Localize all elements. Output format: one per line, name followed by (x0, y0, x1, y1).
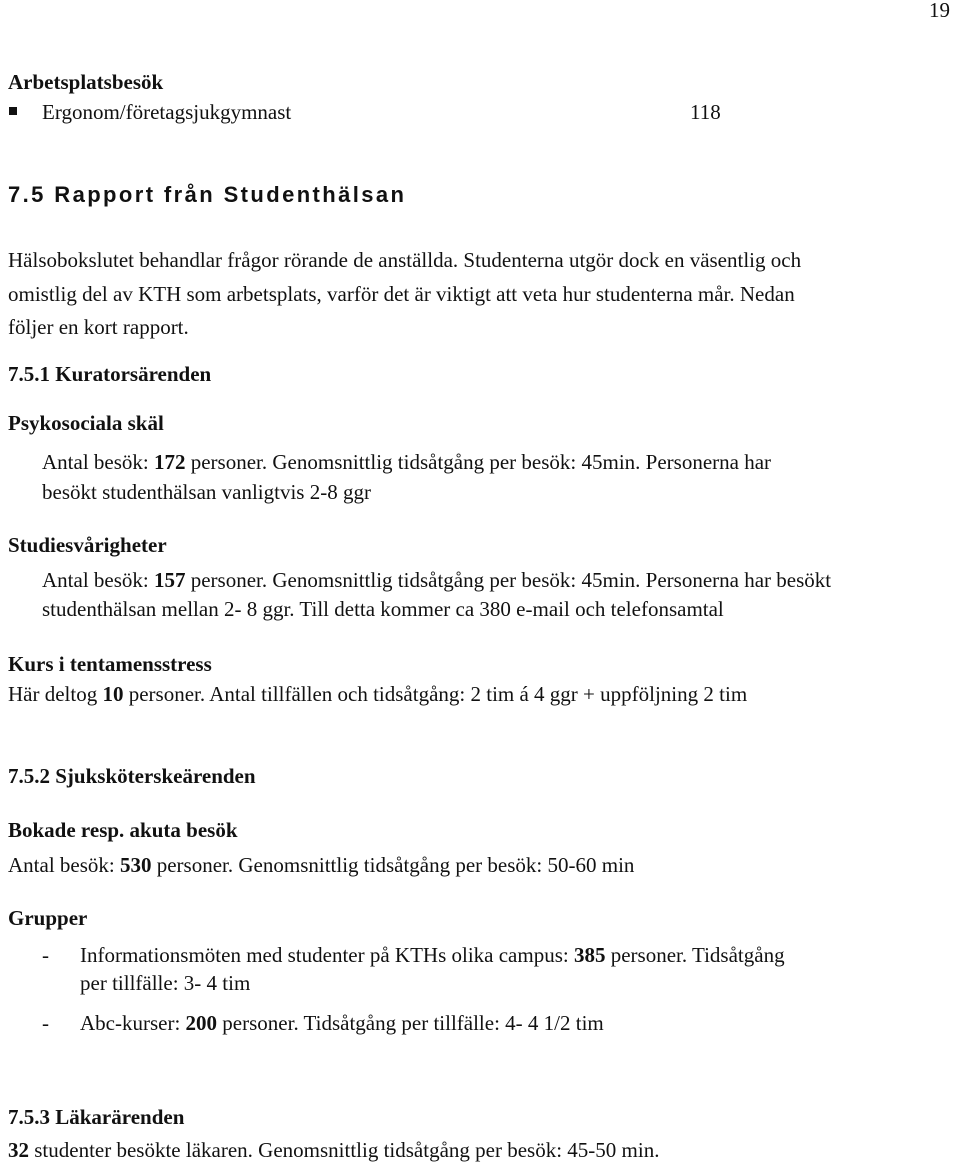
lakare-rest: studenter besökte läkaren. Genomsnittlig tidsåtgång per besök: 45-50 min. (29, 1138, 660, 1162)
section-title-7-5: 7.5 Rapport från Studenthälsan (8, 182, 407, 207)
grupper-item-2-prefix: Abc-kurser: (80, 1011, 186, 1035)
grupper-dash-1: - (42, 943, 49, 967)
grupper-item-2-count: 200 (185, 1011, 218, 1035)
psyk-rest: personer. Genomsnittlig tidsåtgång per besök: 45min. Personerna har (185, 450, 772, 474)
lakare-count: 32 (8, 1138, 29, 1162)
psyk-line-2: besökt studenthälsan vanligtvis 2-8 ggr (42, 480, 371, 504)
bokade-heading: Bokade resp. akuta besök (8, 818, 238, 842)
psyk-heading: Psykosociala skäl (8, 411, 164, 435)
kurs-line (8, 679, 747, 709)
grupper-dash-2: - (42, 1011, 49, 1035)
kurs-heading: Kurs i tentamensstress (8, 652, 212, 676)
psyk-prefix: Antal besök: (42, 450, 154, 474)
square-bullet-icon (9, 107, 17, 115)
bokade-line (8, 850, 634, 880)
bullet-label: Ergonom/företagsjukgymnast (42, 100, 292, 124)
grupper-heading: Grupper (8, 906, 88, 930)
grupper-item-1-count: 385 (573, 943, 606, 967)
bokade-rest: personer. Genomsnittlig tidsåtgång per besök: 50-60 min (151, 853, 635, 877)
studie-rest: personer. Genomsnittlig tidsåtgång per besök: 45min. Personerna har besökt (185, 568, 832, 592)
page-number: 19 (929, 0, 950, 22)
studie-heading: Studiesvårigheter (8, 533, 167, 557)
studie-line-1 (42, 565, 831, 595)
kurs-count: 10 (102, 682, 124, 706)
bullet-value: 118 (690, 100, 721, 124)
grupper-item-1-line-1 (80, 940, 785, 970)
grupper-item-1-prefix: Informationsmöten med studenter på KTHs olika campus: (80, 943, 574, 967)
intro-line-3: följer en kort rapport. (8, 315, 189, 339)
section-title-7-5-2: 7.5.2 Sjuksköterskeärenden (8, 764, 256, 788)
psyk-line-1 (42, 447, 771, 477)
intro-line-2: omistlig del av KTH som arbetsplats, varför det är viktigt att veta hur studenterna mår. Nedan (8, 282, 795, 306)
studie-prefix: Antal besök: (42, 568, 154, 592)
intro-line-1: Hälsobokslutet behandlar frågor rörande de anställda. Studenterna utgör dock en väsentlig och (8, 248, 802, 272)
psyk-count: 172 (153, 450, 186, 474)
grupper-item-2-line (80, 1008, 604, 1038)
grupper-item-1-line-2: per tillfälle: 3- 4 tim (80, 971, 251, 995)
bokade-prefix: Antal besök: (8, 853, 120, 877)
grupper-item-2-rest: personer. Tidsåtgång per tillfälle: 4- 4 1/2 tim (217, 1011, 604, 1035)
bokade-count: 530 (119, 853, 152, 877)
kurs-prefix: Här deltog (8, 682, 103, 706)
section-title-7-5-1: 7.5.1 Kuratorsärenden (8, 362, 212, 386)
grupper-item-1-rest: personer. Tidsåtgång (605, 943, 785, 967)
lakare-line (8, 1135, 659, 1165)
arbetsplatsbesok-heading: Arbetsplatsbesök (8, 70, 164, 94)
studie-line-2: studenthälsan mellan 2- 8 ggr. Till detta kommer ca 380 e-mail och telefonsamtal (42, 597, 724, 621)
section-title-7-5-3: 7.5.3 Läkarärenden (8, 1105, 185, 1129)
studie-count: 157 (153, 568, 186, 592)
kurs-rest: personer. Antal tillfällen och tidsåtgång: 2 tim á 4 ggr + uppföljning 2 tim (123, 682, 748, 706)
